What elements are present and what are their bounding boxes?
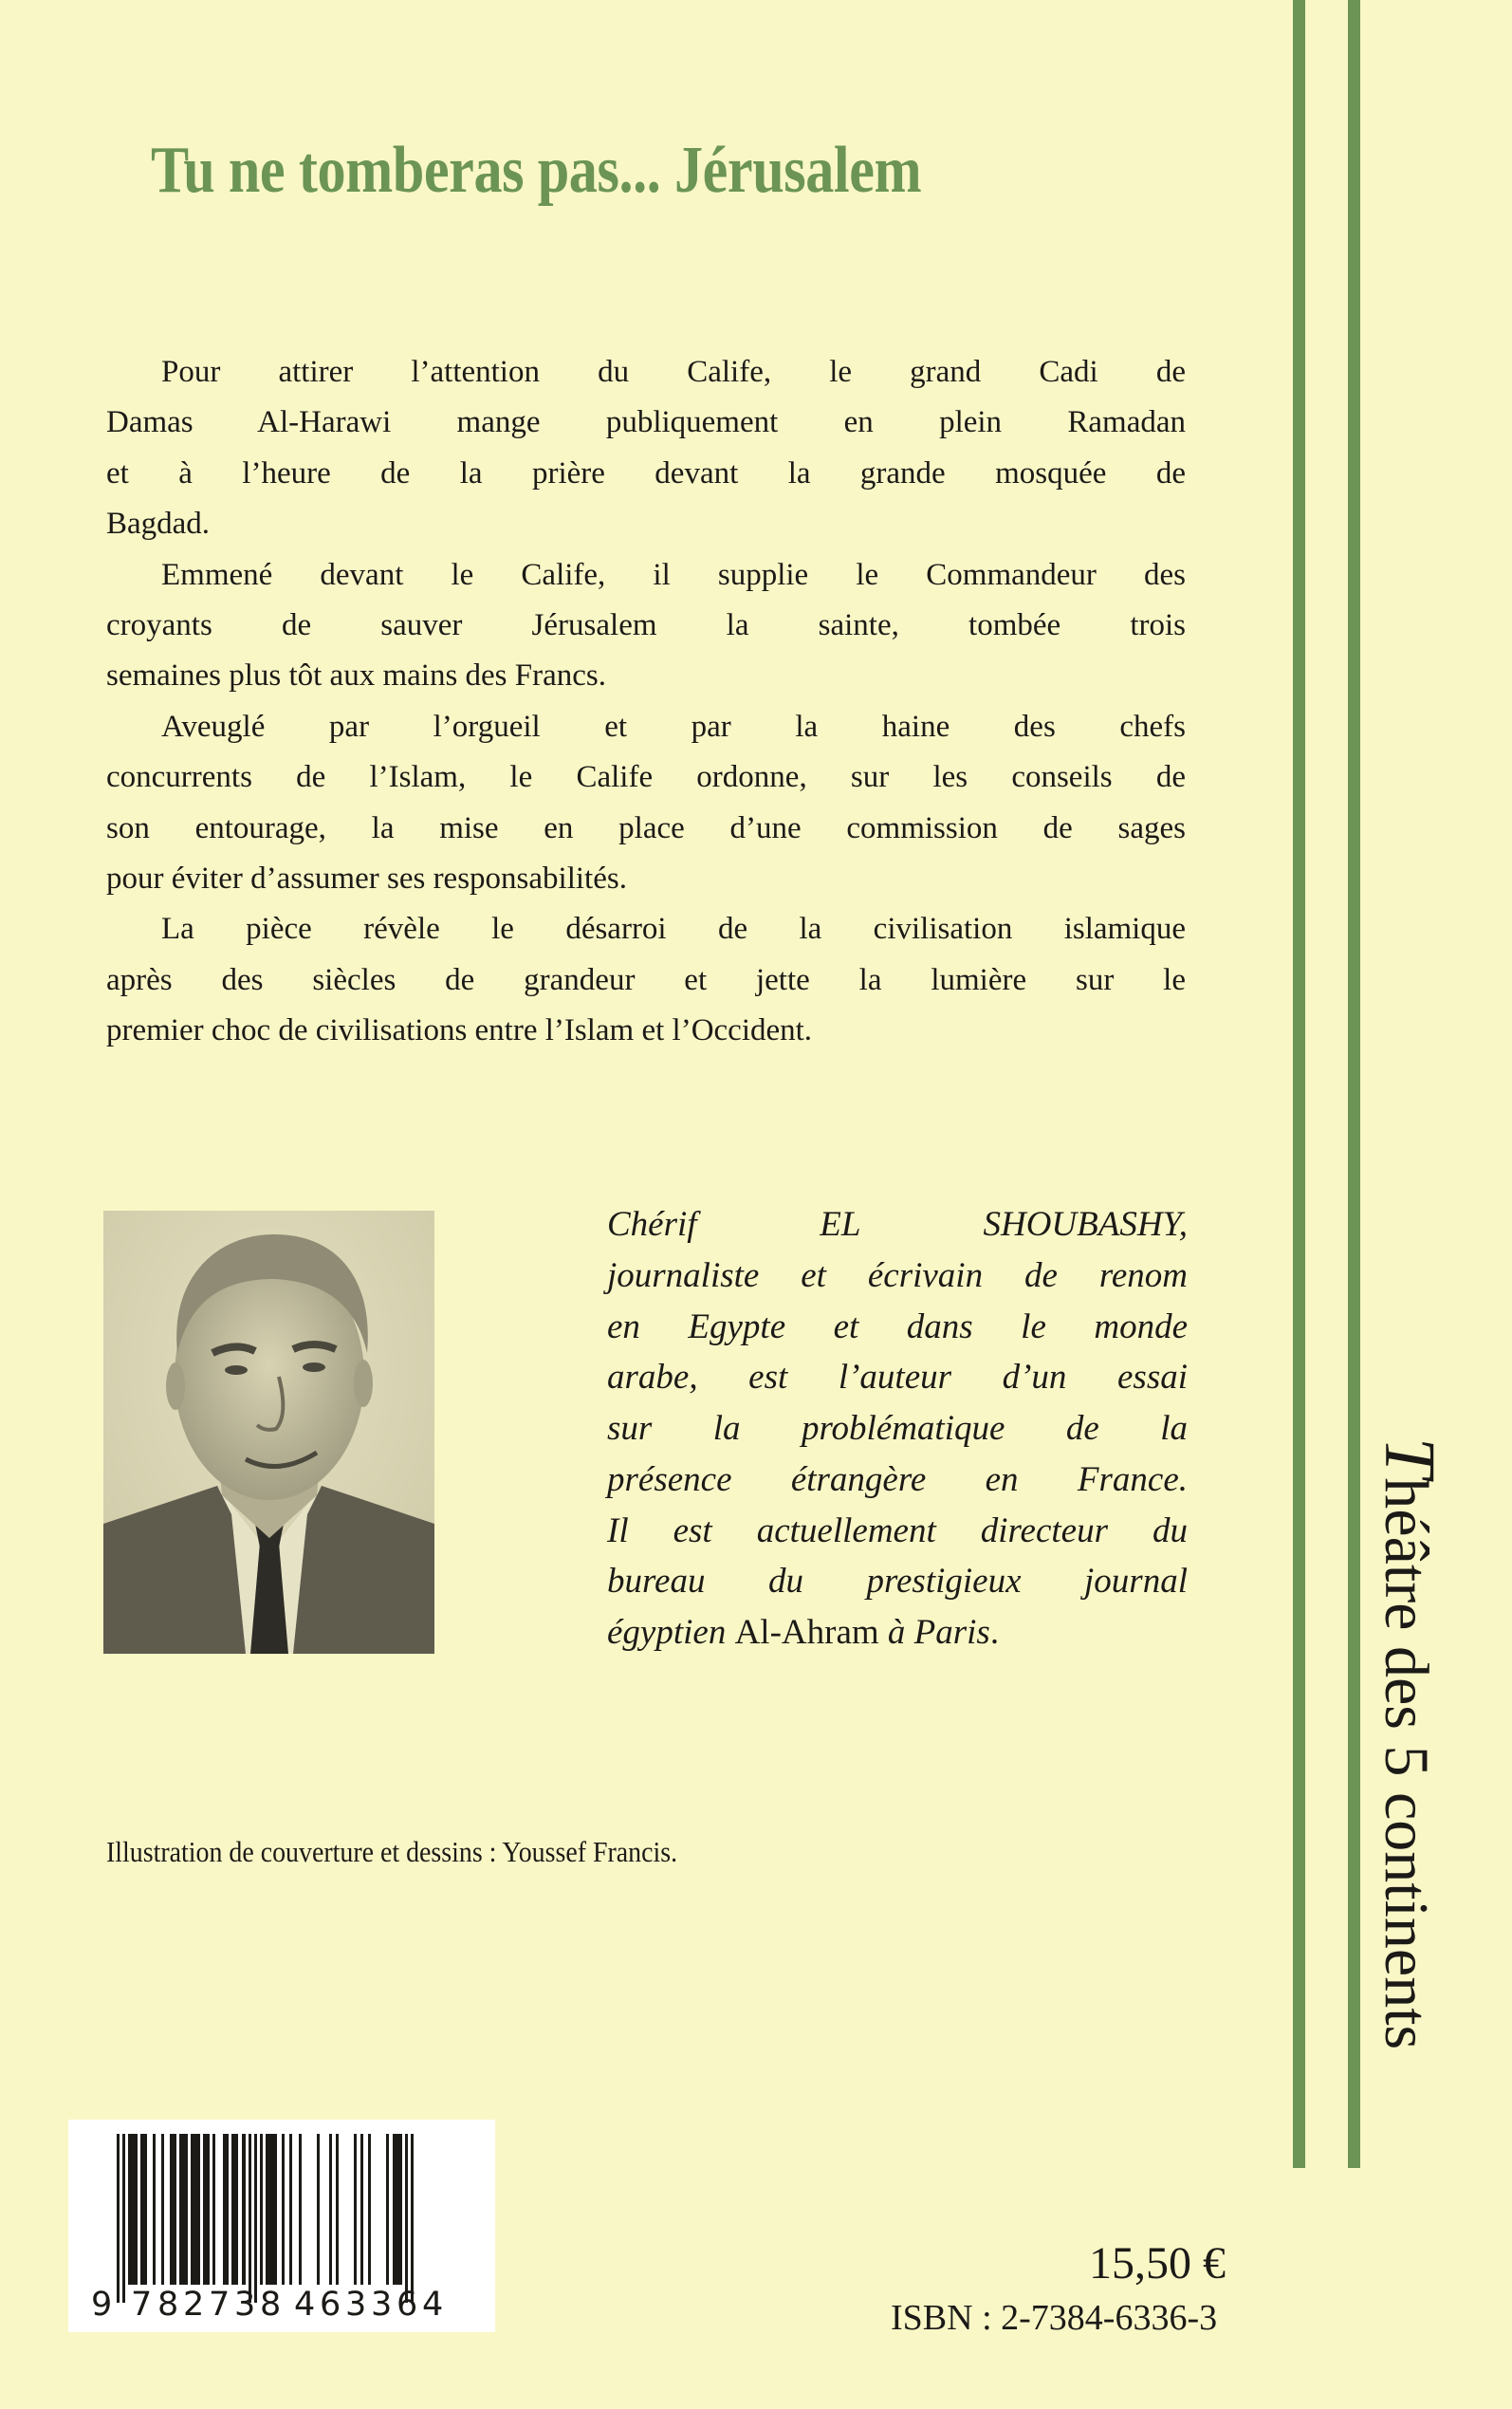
barcode bbox=[68, 2120, 495, 2332]
synopsis-line: semaines plus tôt aux mains des Francs. bbox=[106, 658, 607, 694]
bio-text: égyptien bbox=[607, 1613, 735, 1652]
synopsis-line: La pièce révèle le désarroi de la civilisation islamique bbox=[161, 912, 1186, 947]
author-photo bbox=[103, 1211, 434, 1654]
synopsis-line: pour éviter d’assumer ses responsabilités. bbox=[106, 862, 627, 897]
bio-line: bureau du prestigieux journal bbox=[607, 1562, 1188, 1602]
author-portrait-icon bbox=[103, 1211, 434, 1654]
barcode-digit: 6 bbox=[396, 2286, 418, 2324]
synopsis-line: Pour attirer l’attention du Calife, le grand Cadi de bbox=[161, 355, 1186, 389]
vertical-rule-left bbox=[1293, 0, 1305, 2168]
bio-line: Il est actuellement directeur du bbox=[607, 1510, 1188, 1550]
bio-text: . bbox=[989, 1613, 1000, 1652]
vertical-rule-right bbox=[1348, 0, 1360, 2168]
barcode-number bbox=[68, 2286, 495, 2324]
barcode-digit: 3 bbox=[234, 2286, 256, 2324]
synopsis-paragraph bbox=[106, 347, 1186, 550]
barcode-digit: 4 bbox=[294, 2286, 316, 2324]
synopsis-line: croyants de sauver Jérusalem la sainte, tombée trois bbox=[106, 608, 1186, 643]
bio-line: Chérif EL SHOUBASHY, bbox=[607, 1205, 1188, 1244]
synopsis-line: Emmené devant le Calife, il supplie le Commandeur des bbox=[161, 557, 1186, 592]
synopsis-paragraph bbox=[106, 550, 1186, 702]
barcode-digit: 9 bbox=[91, 2286, 113, 2324]
book-title: Tu ne tomberas pas... Jérusalem bbox=[151, 134, 922, 207]
synopsis-line: son entourage, la mise en place d’une commission de sages bbox=[106, 810, 1186, 845]
synopsis bbox=[106, 347, 1186, 1057]
barcode-digit: 2 bbox=[183, 2286, 205, 2324]
synopsis-line: premier choc de civilisations entre l’Islam et l’Occident. bbox=[106, 1013, 813, 1048]
series-label bbox=[1370, 1437, 1449, 2177]
synopsis-line: Aveuglé par l’orgueil et par la haine des chefs bbox=[161, 709, 1186, 744]
bio-line: sur la problématique de la bbox=[607, 1409, 1188, 1448]
series-rest: héâtre des 5 continents bbox=[1372, 1477, 1441, 2050]
isbn: ISBN : 2-7384-6336-3 bbox=[891, 2298, 1218, 2338]
barcode-digit: 8 bbox=[157, 2286, 179, 2324]
synopsis-paragraph bbox=[106, 702, 1186, 905]
barcode-digit: 7 bbox=[131, 2286, 153, 2324]
bio-line: présence étrangère en France. bbox=[607, 1459, 1188, 1499]
illustration-credits: Illustration de couverture et dessins : Youssef Francis. bbox=[106, 1835, 678, 1868]
synopsis-line: après des siècles de grandeur et jette la lumière sur le bbox=[106, 962, 1186, 997]
barcode-digit: 3 bbox=[371, 2286, 393, 2324]
barcode-digit: 6 bbox=[320, 2286, 341, 2324]
series-name bbox=[1370, 1437, 1449, 2177]
synopsis-line: Damas Al-Harawi mange publiquement en plein Ramadan bbox=[106, 405, 1186, 440]
barcode-digit: 8 bbox=[260, 2286, 282, 2324]
bio-line bbox=[607, 1607, 1188, 1659]
barcode-digit: 7 bbox=[209, 2286, 230, 2324]
synopsis-line: concurrents de l’Islam, le Calife ordonne, sur les conseils de bbox=[106, 760, 1186, 795]
newspaper-name: Al-Ahram bbox=[734, 1613, 879, 1652]
bio-line: journaliste et écrivain de renom bbox=[607, 1255, 1188, 1295]
synopsis-paragraph bbox=[106, 904, 1186, 1056]
synopsis-line: Bagdad. bbox=[106, 507, 211, 542]
bio-text: à bbox=[878, 1613, 914, 1652]
synopsis-line: et à l’heure de la prière devant la grande mosquée de bbox=[106, 455, 1186, 491]
barcode-digit: 4 bbox=[422, 2286, 444, 2324]
bio-line: arabe, est l’auteur d’un essai bbox=[607, 1358, 1188, 1398]
author-bio bbox=[607, 1199, 1188, 1659]
series-initial: T bbox=[1370, 1437, 1449, 1478]
bio-line: en Egypte et dans le monde bbox=[607, 1306, 1188, 1346]
price: 15,50 € bbox=[1089, 2238, 1226, 2289]
city-name: Paris bbox=[913, 1613, 990, 1652]
barcode-digit: 3 bbox=[345, 2286, 367, 2324]
